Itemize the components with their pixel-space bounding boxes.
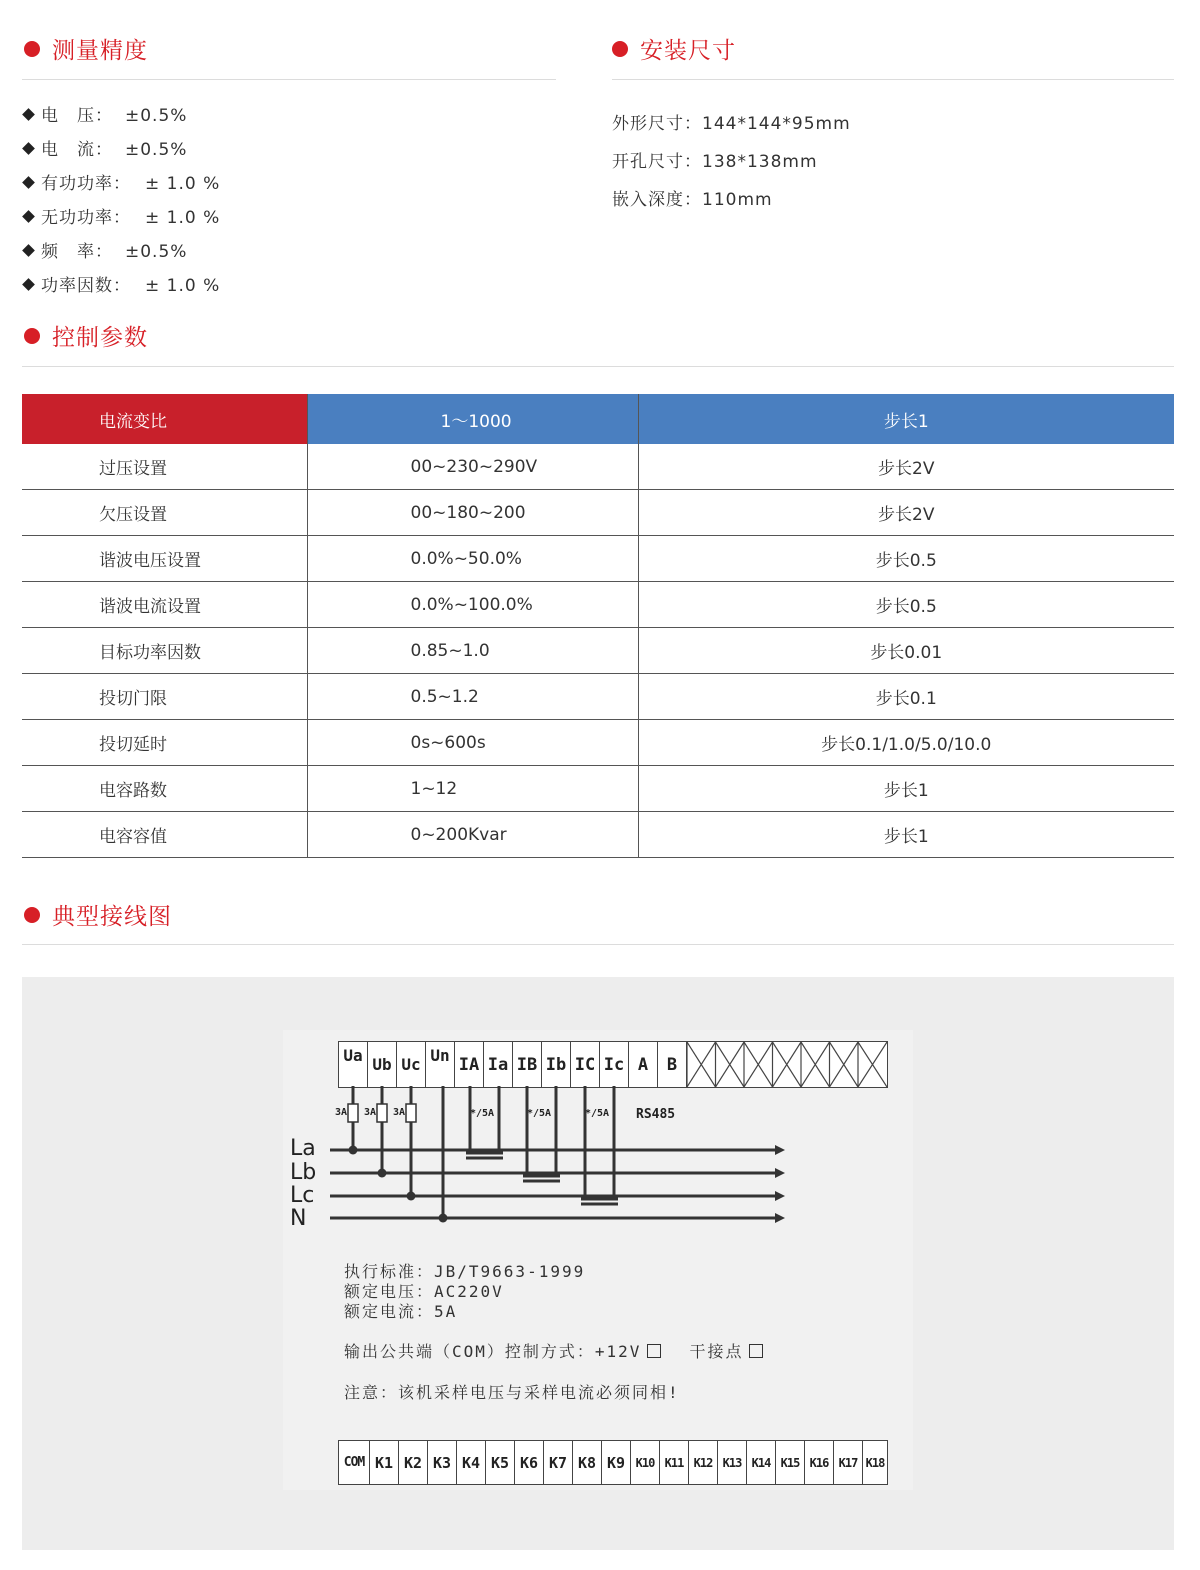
control-section-title: 控制参数 [24,319,148,352]
terminal: Ic [600,1042,629,1087]
param-step: 步长1 [638,812,1174,858]
terminal: K7 [544,1441,573,1484]
rs485-label: RS485 [636,1107,676,1122]
terminal: Ub [368,1042,397,1087]
param-range: 0~200Kvar [307,812,638,858]
param-name: 谐波电流设置 [22,582,307,628]
terminal: K12 [689,1441,718,1484]
terminal: K2 [399,1441,428,1484]
install-item: 外形尺寸：144*144*95mm [612,114,851,134]
param-step: 步长2V [638,444,1174,490]
terminal: K15 [776,1441,805,1484]
param-name: 欠压设置 [22,490,307,536]
install-section-title: 安装尺寸 [612,32,736,65]
terminal: K3 [428,1441,457,1484]
checkbox-icon [647,1344,661,1358]
ct-label: */5A [470,1108,495,1119]
terminal: K8 [573,1441,602,1484]
line-label: Lb [290,1160,317,1185]
install-item: 开孔尺寸：138*138mm [612,152,818,172]
fuse-label: 3A [335,1107,348,1118]
terminal: K11 [660,1441,689,1484]
param-step: 步长0.1/1.0/5.0/10.0 [638,720,1174,766]
voltage-note: 额定电压：AC220V [344,1282,504,1301]
param-step: 步长0.5 [638,582,1174,628]
line-label: N [290,1206,307,1231]
param-range: 0.0%~100.0% [307,582,638,628]
terminal: K6 [515,1441,544,1484]
param-step: 步长2V [638,490,1174,536]
param-step: 步长0.1 [638,674,1174,720]
warning-note: 注意：该机采样电压与采样电流必须同相! [344,1383,680,1402]
terminal: Ib [542,1042,571,1087]
param-name: 电容路数 [22,766,307,812]
param-range: 0s~600s [307,720,638,766]
measure-item: 无功功率： ± 1.0 % [24,203,220,228]
output-mode-note: 输出公共端（COM）控制方式：+12V 干接点 [344,1339,763,1362]
terminal: K5 [486,1441,515,1484]
terminal: Ia [484,1042,513,1087]
standard-note: 执行标准：JB/T9663-1999 [344,1262,586,1281]
param-step: 步长0.01 [638,628,1174,674]
terminal: IB [513,1042,542,1087]
param-range: 00~180~200 [307,490,638,536]
param-range: 1~12 [307,766,638,812]
param-name: 电容容值 [22,812,307,858]
measure-item: 频 率： ±0.5% [24,237,187,262]
terminal: K9 [602,1441,631,1484]
param-step: 步长1 [638,766,1174,812]
terminal: A [629,1042,658,1087]
measure-item: 电 流： ±0.5% [24,135,187,160]
terminal: K14 [747,1441,776,1484]
wiring-section-title: 典型接线图 [24,898,172,931]
terminal: K1 [370,1441,399,1484]
terminal: K10 [631,1441,660,1484]
param-range: 00~230~290V [307,444,638,490]
param-name: 目标功率因数 [22,628,307,674]
terminal: K13 [718,1441,747,1484]
param-range: 0.0%~50.0% [307,536,638,582]
terminal: K4 [457,1441,486,1484]
bottom-terminal-strip [338,1440,888,1485]
param-range: 0.85~1.0 [307,628,638,674]
line-label: Lc [290,1183,315,1208]
install-item: 嵌入深度：110mm [612,190,773,210]
line-label: La [290,1136,316,1161]
terminal: K17 [834,1441,863,1484]
measure-item: 电 压： ±0.5% [24,101,187,126]
table-header-cell: 步长1 [638,394,1174,444]
terminal: K16 [805,1441,834,1484]
terminal: Ua [339,1042,368,1087]
terminal: Un [426,1042,455,1087]
fuse-label: 3A [364,1107,377,1118]
measure-section-title: 测量精度 [24,32,148,65]
checkbox-icon [749,1344,763,1358]
fuse-label: 3A [393,1107,406,1118]
param-name: 谐波电压设置 [22,536,307,582]
measure-item: 功率因数： ± 1.0 % [24,271,220,296]
ct-label: */5A [585,1108,610,1119]
terminal: K18 [865,1455,885,1470]
param-name: 投切门限 [22,674,307,720]
terminal: B [658,1042,687,1087]
current-note: 额定电流：5A [344,1302,458,1321]
param-range: 0.5~1.2 [307,674,638,720]
table-header-cell: 1～1000 [307,394,638,444]
measure-item: 有功功率： ± 1.0 % [24,169,220,194]
terminal: IC [571,1042,600,1087]
table-header-cell: 电流变比 [22,394,307,444]
param-name: 过压设置 [22,444,307,490]
terminal: Uc [397,1042,426,1087]
terminal: COM [339,1441,370,1484]
param-step: 步长0.5 [638,536,1174,582]
ct-label: */5A [527,1108,552,1119]
param-name: 投切延时 [22,720,307,766]
terminal: IA [455,1042,484,1087]
